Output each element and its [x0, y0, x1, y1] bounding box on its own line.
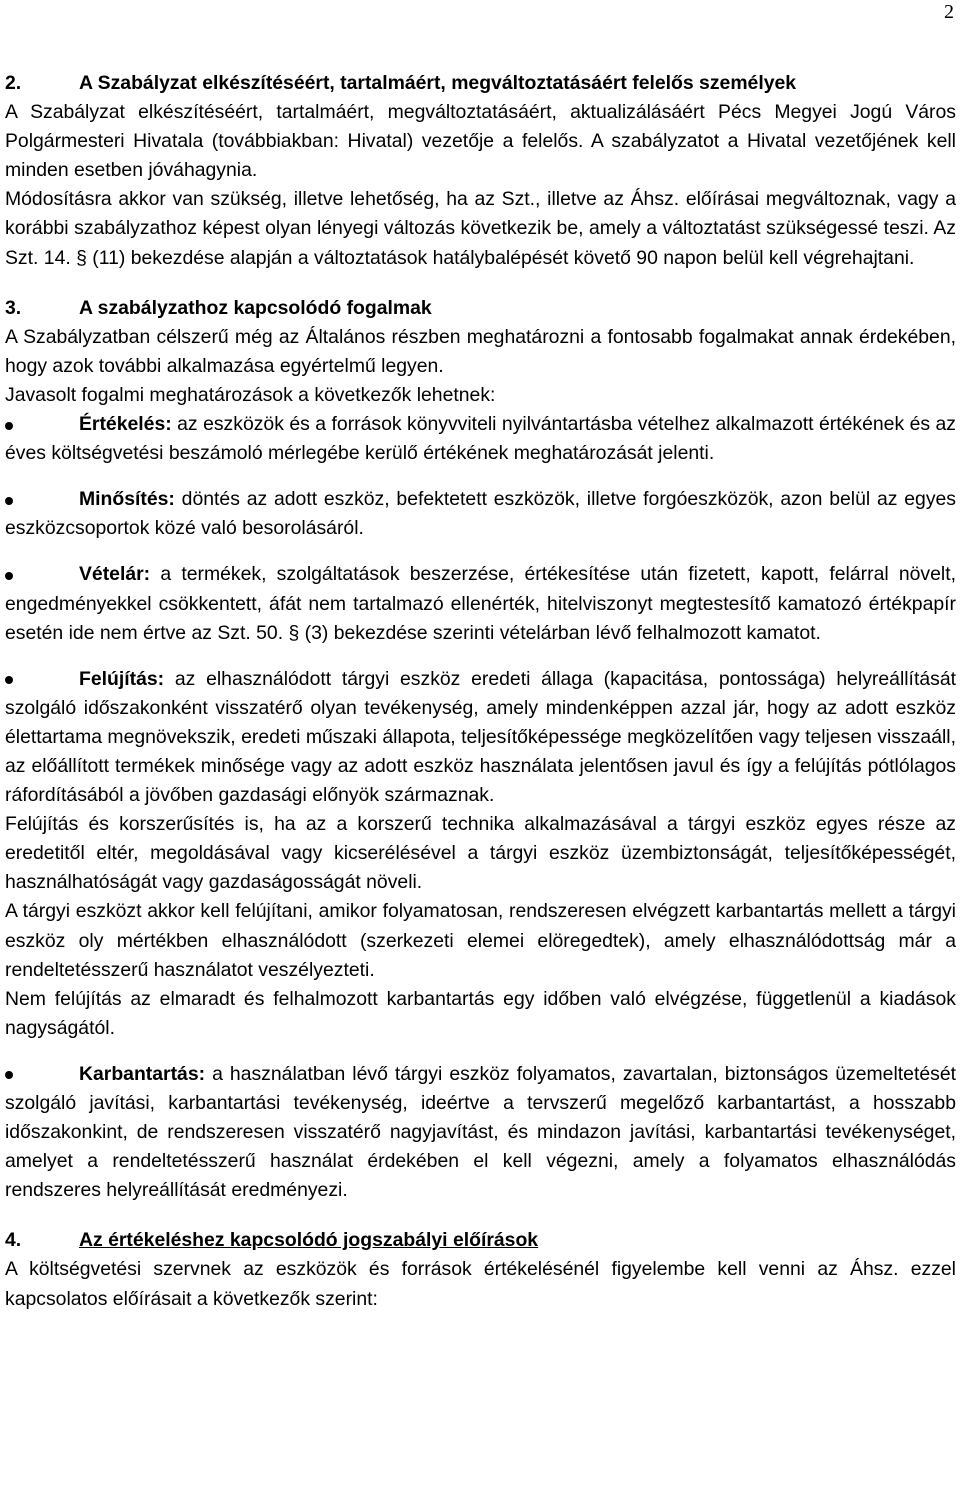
section-2-number: 2. [5, 72, 22, 94]
bullet-icon [5, 676, 13, 684]
section-2-heading [5, 69, 956, 98]
section-3-intro-2: Javasolt fogalmi meghatározások a következők lehetnek: [5, 383, 496, 406]
definition-felujitas [5, 665, 956, 810]
document-body [5, 69, 956, 1314]
bullet-icon [5, 1071, 13, 1079]
definition-term: Értékelés: [79, 413, 172, 436]
definition-vetelar [5, 560, 956, 647]
definition-text: az elhasználódott tárgyi eszköz eredeti állaga (kapacitása, pontossága) helyreállítását szolgáló időszakonként visszatérő olyan tevékenység, amely mindenképpen azzal jár, hogy az adott eszköz élettartama megnövekszik, eredeti műszaki állapota, teljesítőképessége megközelítően vagy teljesen visszaáll, az előállított termékek minősége vagy az adott eszköz használata jelentősen javul és így a felújítás pótlólagos ráfordításából a jövőben gazdasági előnyök származnak. [5, 667, 956, 807]
definition-term: Felújítás: [79, 667, 165, 690]
definition-term: Vételár: [79, 563, 151, 586]
section-4 [5, 1226, 956, 1313]
section-3-heading [5, 294, 956, 323]
section-2-title: A Szabályzat elkészítéséért, tartalmáért, megváltoztatásáért felelős személyek [79, 72, 797, 94]
section-2 [5, 69, 956, 273]
definition-text: a termékek, szolgáltatások beszerzése, értékesítése után fizetett, kapott, felárral növelt, engedményekkel csökkentett, áfát nem tartalmazó ellenérték, hitelviszonyt megtestesítő kamatozó értékpapír esetén ide nem értve az Szt. 50. § (3) bekezdése szerinti vételárban lévő felhalmozott kamatot. [5, 563, 956, 644]
section-3-intro: A Szabályzatban célszerű még az Általános részben meghatározni a fontosabb fogalmakat annak érdekében, hogy azok további alkalmazása egyértelmű legyen. [5, 325, 956, 377]
definition-text: döntés az adott eszköz, befektetett eszközök, illetve forgóeszközök, azon belül az egyes eszközcsoportok közé való besorolásáról. [5, 488, 956, 540]
section-4-number: 4. [5, 1229, 22, 1252]
definition-ertekeles [5, 410, 956, 468]
definition-term: Karbantartás: [79, 1062, 206, 1085]
definition-text: az eszközök és a források könyvviteli nyilvántartásba vételhez alkalmazott értékének és az éves költségvetési beszámoló mérlegébe kerülő értékének meghatározását jelenti. [5, 413, 956, 465]
definition-text: a használatban lévő tárgyi eszköz folyamatos, zavartalan, biztonságos üzemeltetését szolgáló javítási, karbantartási tevékenység, ideértve a tervszerű megelőző karbantartást, a hosszabb időszakonkint, de rendszeresen visszatérő nagyjavítást, és mindazon javítási, karbantartási tevékenységet, amelyet a rendeltetésszerű használat érdekében el kell végezni, amely a folyamatos elhasználódás rendszeres helyreállítását eredményezi. [5, 1062, 956, 1202]
section-3 [5, 294, 956, 1206]
bullet-icon [5, 572, 13, 580]
bullet-icon [5, 422, 13, 430]
felujitas-paragraph: A tárgyi eszközt akkor kell felújítani, amikor folyamatosan, rendszeresen elvégzett karbantartás mellett a tárgyi eszköz oly mértékben elhasználódott (szerkezeti elemei elöregedtek), amely elhasználódottság már a rendeltetésszerű használatot veszélyezteti. [5, 900, 956, 981]
felujitas-paragraph: Nem felújítás az elmaradt és felhalmozott karbantartás egy időben való elvégzése, függetlenül a kiadások nagyságától. [5, 987, 956, 1039]
bullet-icon [5, 497, 13, 505]
page-number: 2 [944, 1, 954, 23]
section-2-paragraph: A Szabályzat elkészítéséért, tartalmáért, megváltoztatásáért, aktualizálásáért Pécs Megyei Jogú Város Polgármesteri Hivatala (továbbiakban: Hivatal) vezetője a felelős. A szabályzatot a Hivatal vezetőjének kell minden esetben jóváhagynia. [5, 101, 956, 182]
definition-minosites [5, 485, 956, 543]
section-3-number: 3. [5, 296, 22, 319]
section-2-paragraph: Módosításra akkor van szükség, illetve lehetőség, ha az Szt., illetve az Áhsz. előírásai megváltoznak, vagy a korábbi szabályzathoz képest olyan lényegi változás következik be, amely a változtatást szükségessé teszi. Az Szt. 14. § (11) bekezdése alapján a változtatások hatálybalépését követő 90 napon belül kell végrehajtani. [5, 188, 956, 269]
felujitas-paragraph: Felújítás és korszerűsítés is, ha az a korszerű technika alkalmazásával a tárgyi eszköz egyes része az eredetitől eltér, megoldásával vagy kicserélésével a tárgyi eszköz üzembiztonságát, teljesítőképességét, használhatóságát vagy gazdaságosságát növeli. [5, 813, 956, 894]
section-4-paragraph: A költségvetési szervnek az eszközök és források értékelésénél figyelembe kell venni az Áhsz. ezzel kapcsolatos előírásait a következők szerint: [5, 1258, 956, 1310]
section-4-title: Az értékeléshez kapcsolódó jogszabályi előírások [79, 1229, 539, 1252]
section-4-heading [5, 1226, 956, 1255]
definition-term: Minősítés: [79, 488, 175, 511]
section-3-title: A szabályzathoz kapcsolódó fogalmak [79, 296, 432, 319]
definition-karbantartas [5, 1060, 956, 1205]
